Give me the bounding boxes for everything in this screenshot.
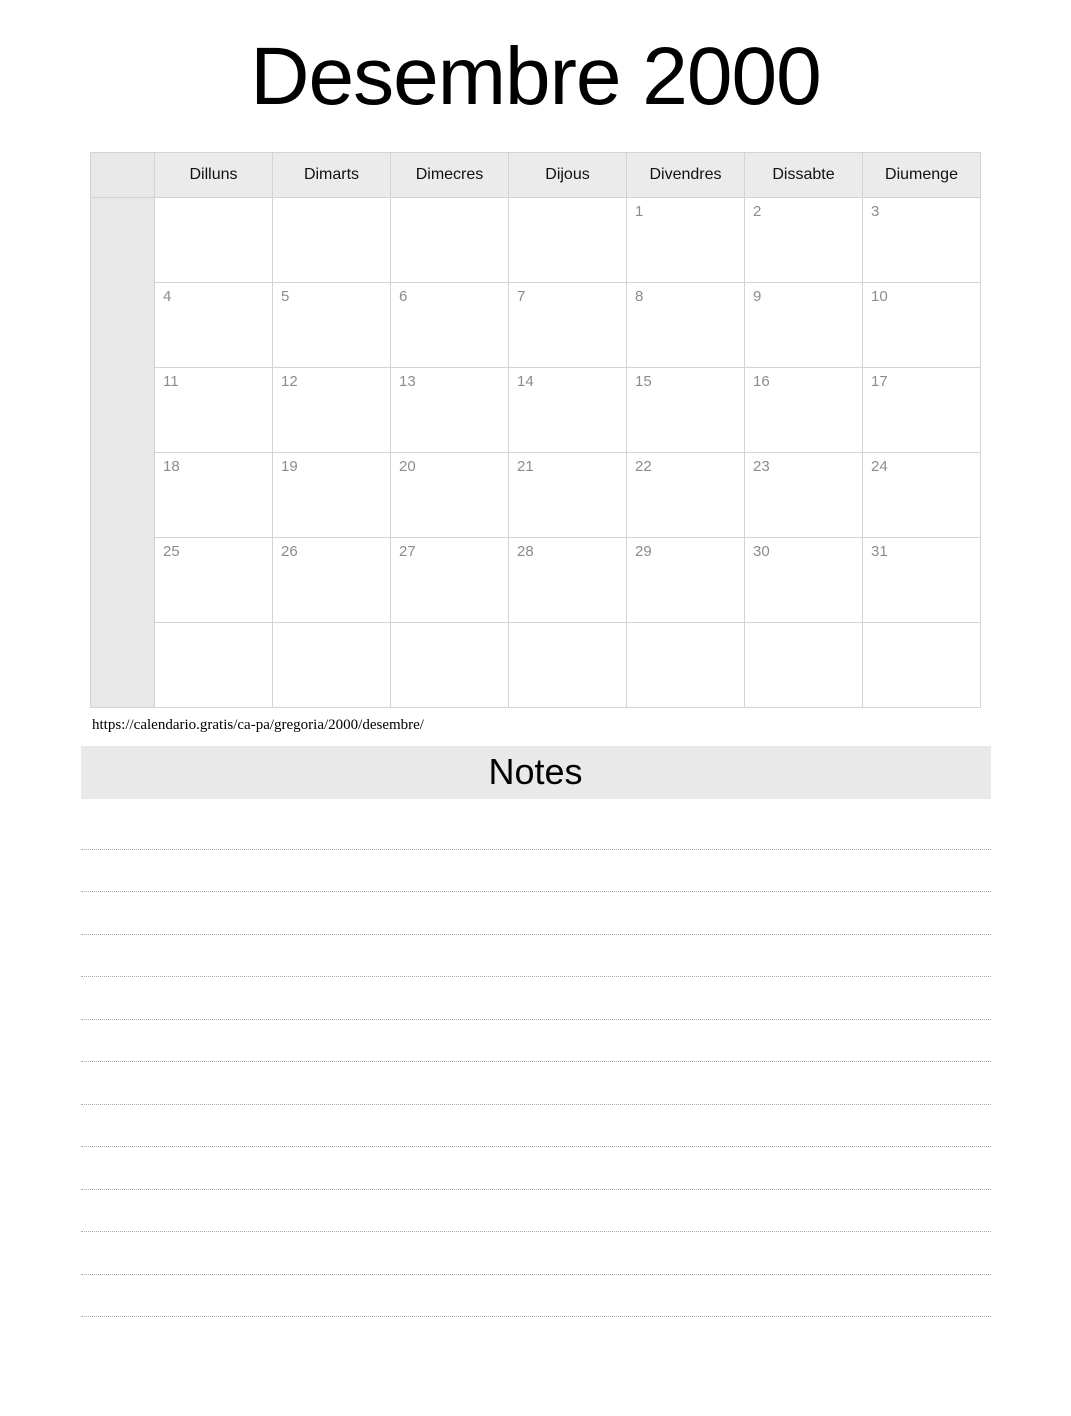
- day-number: 7: [517, 288, 526, 306]
- day-number: [155, 198, 272, 204]
- day-number: [863, 623, 980, 629]
- day-number: 28: [517, 543, 534, 561]
- note-line[interactable]: [81, 1190, 991, 1233]
- day-number: 19: [281, 458, 298, 476]
- calendar-week-row: [91, 198, 981, 283]
- day-number: 25: [163, 543, 180, 561]
- day-number: [273, 198, 390, 204]
- calendar-day-cell[interactable]: [745, 453, 863, 538]
- calendar-day-cell[interactable]: [155, 538, 273, 623]
- calendar-day-cell[interactable]: [627, 368, 745, 453]
- week-gutter-cell: [91, 198, 155, 283]
- note-line[interactable]: [81, 935, 991, 978]
- calendar-day-cell[interactable]: [745, 368, 863, 453]
- day-number: 14: [517, 373, 534, 391]
- day-number: 11: [163, 373, 179, 391]
- day-number: [391, 198, 508, 204]
- source-url[interactable]: https://calendario.gratis/ca-pa/gregoria/2000/desembre/: [92, 717, 424, 734]
- calendar-day-cell[interactable]: [745, 623, 863, 708]
- calendar-day-cell[interactable]: [155, 368, 273, 453]
- day-number: 20: [399, 458, 416, 476]
- calendar-day-cell[interactable]: [509, 283, 627, 368]
- note-line[interactable]: [81, 1232, 991, 1275]
- day-number: 31: [871, 543, 888, 561]
- calendar-day-cell[interactable]: [627, 623, 745, 708]
- day-number: [509, 623, 626, 629]
- notes-lines[interactable]: [81, 799, 991, 1317]
- day-number: 18: [163, 458, 180, 476]
- day-number: 23: [753, 458, 770, 476]
- day-number: 15: [635, 373, 652, 391]
- weekday-header-tuesday: Dimarts: [273, 153, 391, 198]
- day-number: 10: [871, 288, 888, 306]
- calendar-day-cell[interactable]: [155, 198, 273, 283]
- calendar-day-cell[interactable]: [155, 623, 273, 708]
- day-number: 8: [635, 288, 644, 306]
- calendar-day-cell[interactable]: [509, 368, 627, 453]
- day-number: 30: [753, 543, 770, 561]
- calendar-table: [90, 152, 981, 708]
- note-line[interactable]: [81, 807, 991, 850]
- calendar-day-cell[interactable]: [273, 368, 391, 453]
- calendar-day-cell[interactable]: [745, 283, 863, 368]
- day-number: 29: [635, 543, 652, 561]
- calendar-day-cell[interactable]: [627, 538, 745, 623]
- calendar-day-cell[interactable]: [627, 283, 745, 368]
- day-number: 12: [281, 373, 298, 391]
- note-line[interactable]: [81, 1020, 991, 1063]
- calendar-day-cell[interactable]: [391, 368, 509, 453]
- calendar-day-cell[interactable]: [627, 198, 745, 283]
- calendar-day-cell[interactable]: [273, 283, 391, 368]
- week-gutter-cell: [91, 283, 155, 368]
- day-number: [627, 623, 744, 629]
- calendar-day-cell[interactable]: [509, 198, 627, 283]
- page-title: Desembre 2000: [250, 31, 821, 122]
- notes-section-title: Notes: [81, 746, 991, 799]
- calendar-week-row: [91, 623, 981, 708]
- day-number: 4: [163, 288, 172, 306]
- calendar-head: [91, 153, 981, 198]
- note-line[interactable]: [81, 1105, 991, 1148]
- day-number: 26: [281, 543, 298, 561]
- calendar-week-row: [91, 538, 981, 623]
- day-number: 2: [753, 203, 762, 221]
- week-gutter-cell: [91, 368, 155, 453]
- day-number: [155, 623, 272, 629]
- calendar-week-row: [91, 453, 981, 538]
- calendar-day-cell[interactable]: [509, 453, 627, 538]
- weekday-header-saturday: Dissabte: [745, 153, 863, 198]
- day-number: 22: [635, 458, 652, 476]
- calendar-day-cell[interactable]: [863, 198, 981, 283]
- calendar-day-cell[interactable]: [391, 623, 509, 708]
- weekday-header-monday: Dilluns: [155, 153, 273, 198]
- calendar-day-cell[interactable]: [863, 283, 981, 368]
- calendar-day-cell[interactable]: [391, 198, 509, 283]
- calendar-day-cell[interactable]: [863, 453, 981, 538]
- day-number: [391, 623, 508, 629]
- week-gutter-cell: [91, 623, 155, 708]
- calendar-day-cell[interactable]: [745, 538, 863, 623]
- calendar-day-cell[interactable]: [155, 283, 273, 368]
- calendar-day-cell[interactable]: [273, 538, 391, 623]
- day-number: 9: [753, 288, 762, 306]
- note-line[interactable]: [81, 1062, 991, 1105]
- note-line[interactable]: [81, 892, 991, 935]
- weekday-header-friday: Divendres: [627, 153, 745, 198]
- weekday-header-thursday: Dijous: [509, 153, 627, 198]
- calendar-day-cell[interactable]: [509, 623, 627, 708]
- note-line[interactable]: [81, 1275, 991, 1318]
- note-line[interactable]: [81, 977, 991, 1020]
- calendar-day-cell[interactable]: [391, 283, 509, 368]
- calendar-day-cell[interactable]: [391, 538, 509, 623]
- week-gutter-cell: [91, 538, 155, 623]
- day-number: 24: [871, 458, 888, 476]
- calendar-page: [0, 30, 1071, 1416]
- note-line[interactable]: [81, 1147, 991, 1190]
- day-number: 6: [399, 288, 408, 306]
- calendar-day-cell[interactable]: [509, 538, 627, 623]
- calendar-day-cell[interactable]: [273, 453, 391, 538]
- day-number: 3: [871, 203, 880, 221]
- day-number: 17: [871, 373, 888, 391]
- calendar-week-row: [91, 368, 981, 453]
- day-number: [273, 623, 390, 629]
- calendar-day-cell[interactable]: [863, 538, 981, 623]
- day-number: 13: [399, 373, 416, 391]
- weekday-header-row: [91, 153, 981, 198]
- calendar-body: [91, 198, 981, 708]
- day-number: 21: [517, 458, 534, 476]
- weekday-header-sunday: Diumenge: [863, 153, 981, 198]
- week-gutter-header: [91, 153, 155, 198]
- calendar-day-cell[interactable]: [273, 198, 391, 283]
- day-number: 16: [753, 373, 770, 391]
- note-line[interactable]: [81, 850, 991, 893]
- calendar-container: [90, 152, 981, 708]
- day-number: [745, 623, 862, 629]
- weekday-header-wednesday: Dimecres: [391, 153, 509, 198]
- day-number: [509, 198, 626, 204]
- week-gutter-cell: [91, 453, 155, 538]
- day-number: 1: [635, 203, 644, 221]
- calendar-day-cell[interactable]: [863, 368, 981, 453]
- calendar-day-cell[interactable]: [863, 623, 981, 708]
- day-number: 5: [281, 288, 290, 306]
- calendar-day-cell[interactable]: [155, 453, 273, 538]
- day-number: 27: [399, 543, 416, 561]
- calendar-day-cell[interactable]: [627, 453, 745, 538]
- calendar-day-cell[interactable]: [273, 623, 391, 708]
- calendar-day-cell[interactable]: [391, 453, 509, 538]
- calendar-week-row: [91, 283, 981, 368]
- calendar-day-cell[interactable]: [745, 198, 863, 283]
